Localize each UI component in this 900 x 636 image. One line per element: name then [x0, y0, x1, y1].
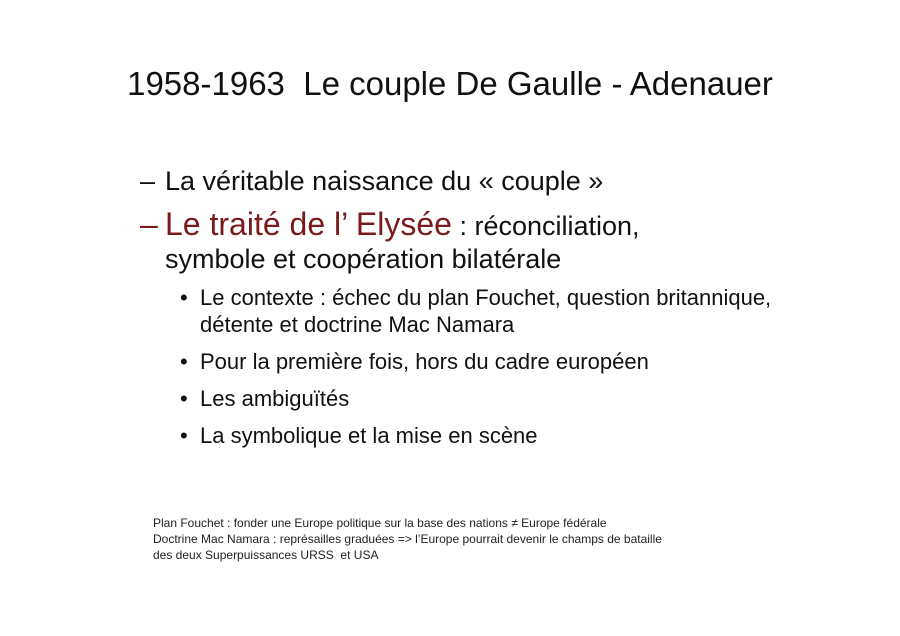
bullet-marker: •: [180, 285, 188, 310]
bullet-item: [180, 284, 800, 338]
bullet-text: La symbolique et la mise en scène: [200, 423, 538, 448]
footnote-line: Doctrine Mac Namara : représailles graduées => l’Europe pourrait devenir le champs de bataille: [153, 532, 662, 546]
bullet-marker: •: [180, 386, 188, 411]
bullet-list: [180, 284, 800, 459]
dash-item-continuation: symbole et coopération bilatérale: [165, 244, 562, 274]
highlighted-heading: Le traité de l’ Elysée: [165, 206, 452, 242]
dash-marker: –: [140, 206, 158, 242]
dash-item-text: : réconciliation,: [451, 211, 640, 241]
bullet-item: [180, 348, 800, 375]
footnote-line: des deux Superpuissances URSS et USA: [153, 548, 379, 562]
bullet-text: Le contexte : échec du plan Fouchet, question britannique, détente et doctrine Mac Namara: [200, 285, 772, 337]
bullet-text: Pour la première fois, hors du cadre européen: [200, 349, 649, 374]
dash-item-naissance: [140, 165, 603, 197]
footnote-line: Plan Fouchet : fonder une Europe politique sur la base des nations ≠ Europe fédérale: [153, 516, 607, 530]
dash-item-text: La véritable naissance du « couple »: [165, 166, 604, 196]
dash-item-line: [140, 208, 740, 242]
dash-item-traite: [140, 208, 740, 275]
dash-marker: –: [140, 166, 156, 196]
bullet-marker: •: [180, 349, 188, 374]
bullet-item: [180, 422, 800, 449]
bullet-item: [180, 385, 800, 412]
bullet-marker: •: [180, 423, 188, 448]
slide-title: 1958-1963 Le couple De Gaulle - Adenauer: [127, 65, 773, 102]
footnotes: [153, 515, 793, 563]
bullet-text: Les ambiguïtés: [200, 386, 350, 411]
